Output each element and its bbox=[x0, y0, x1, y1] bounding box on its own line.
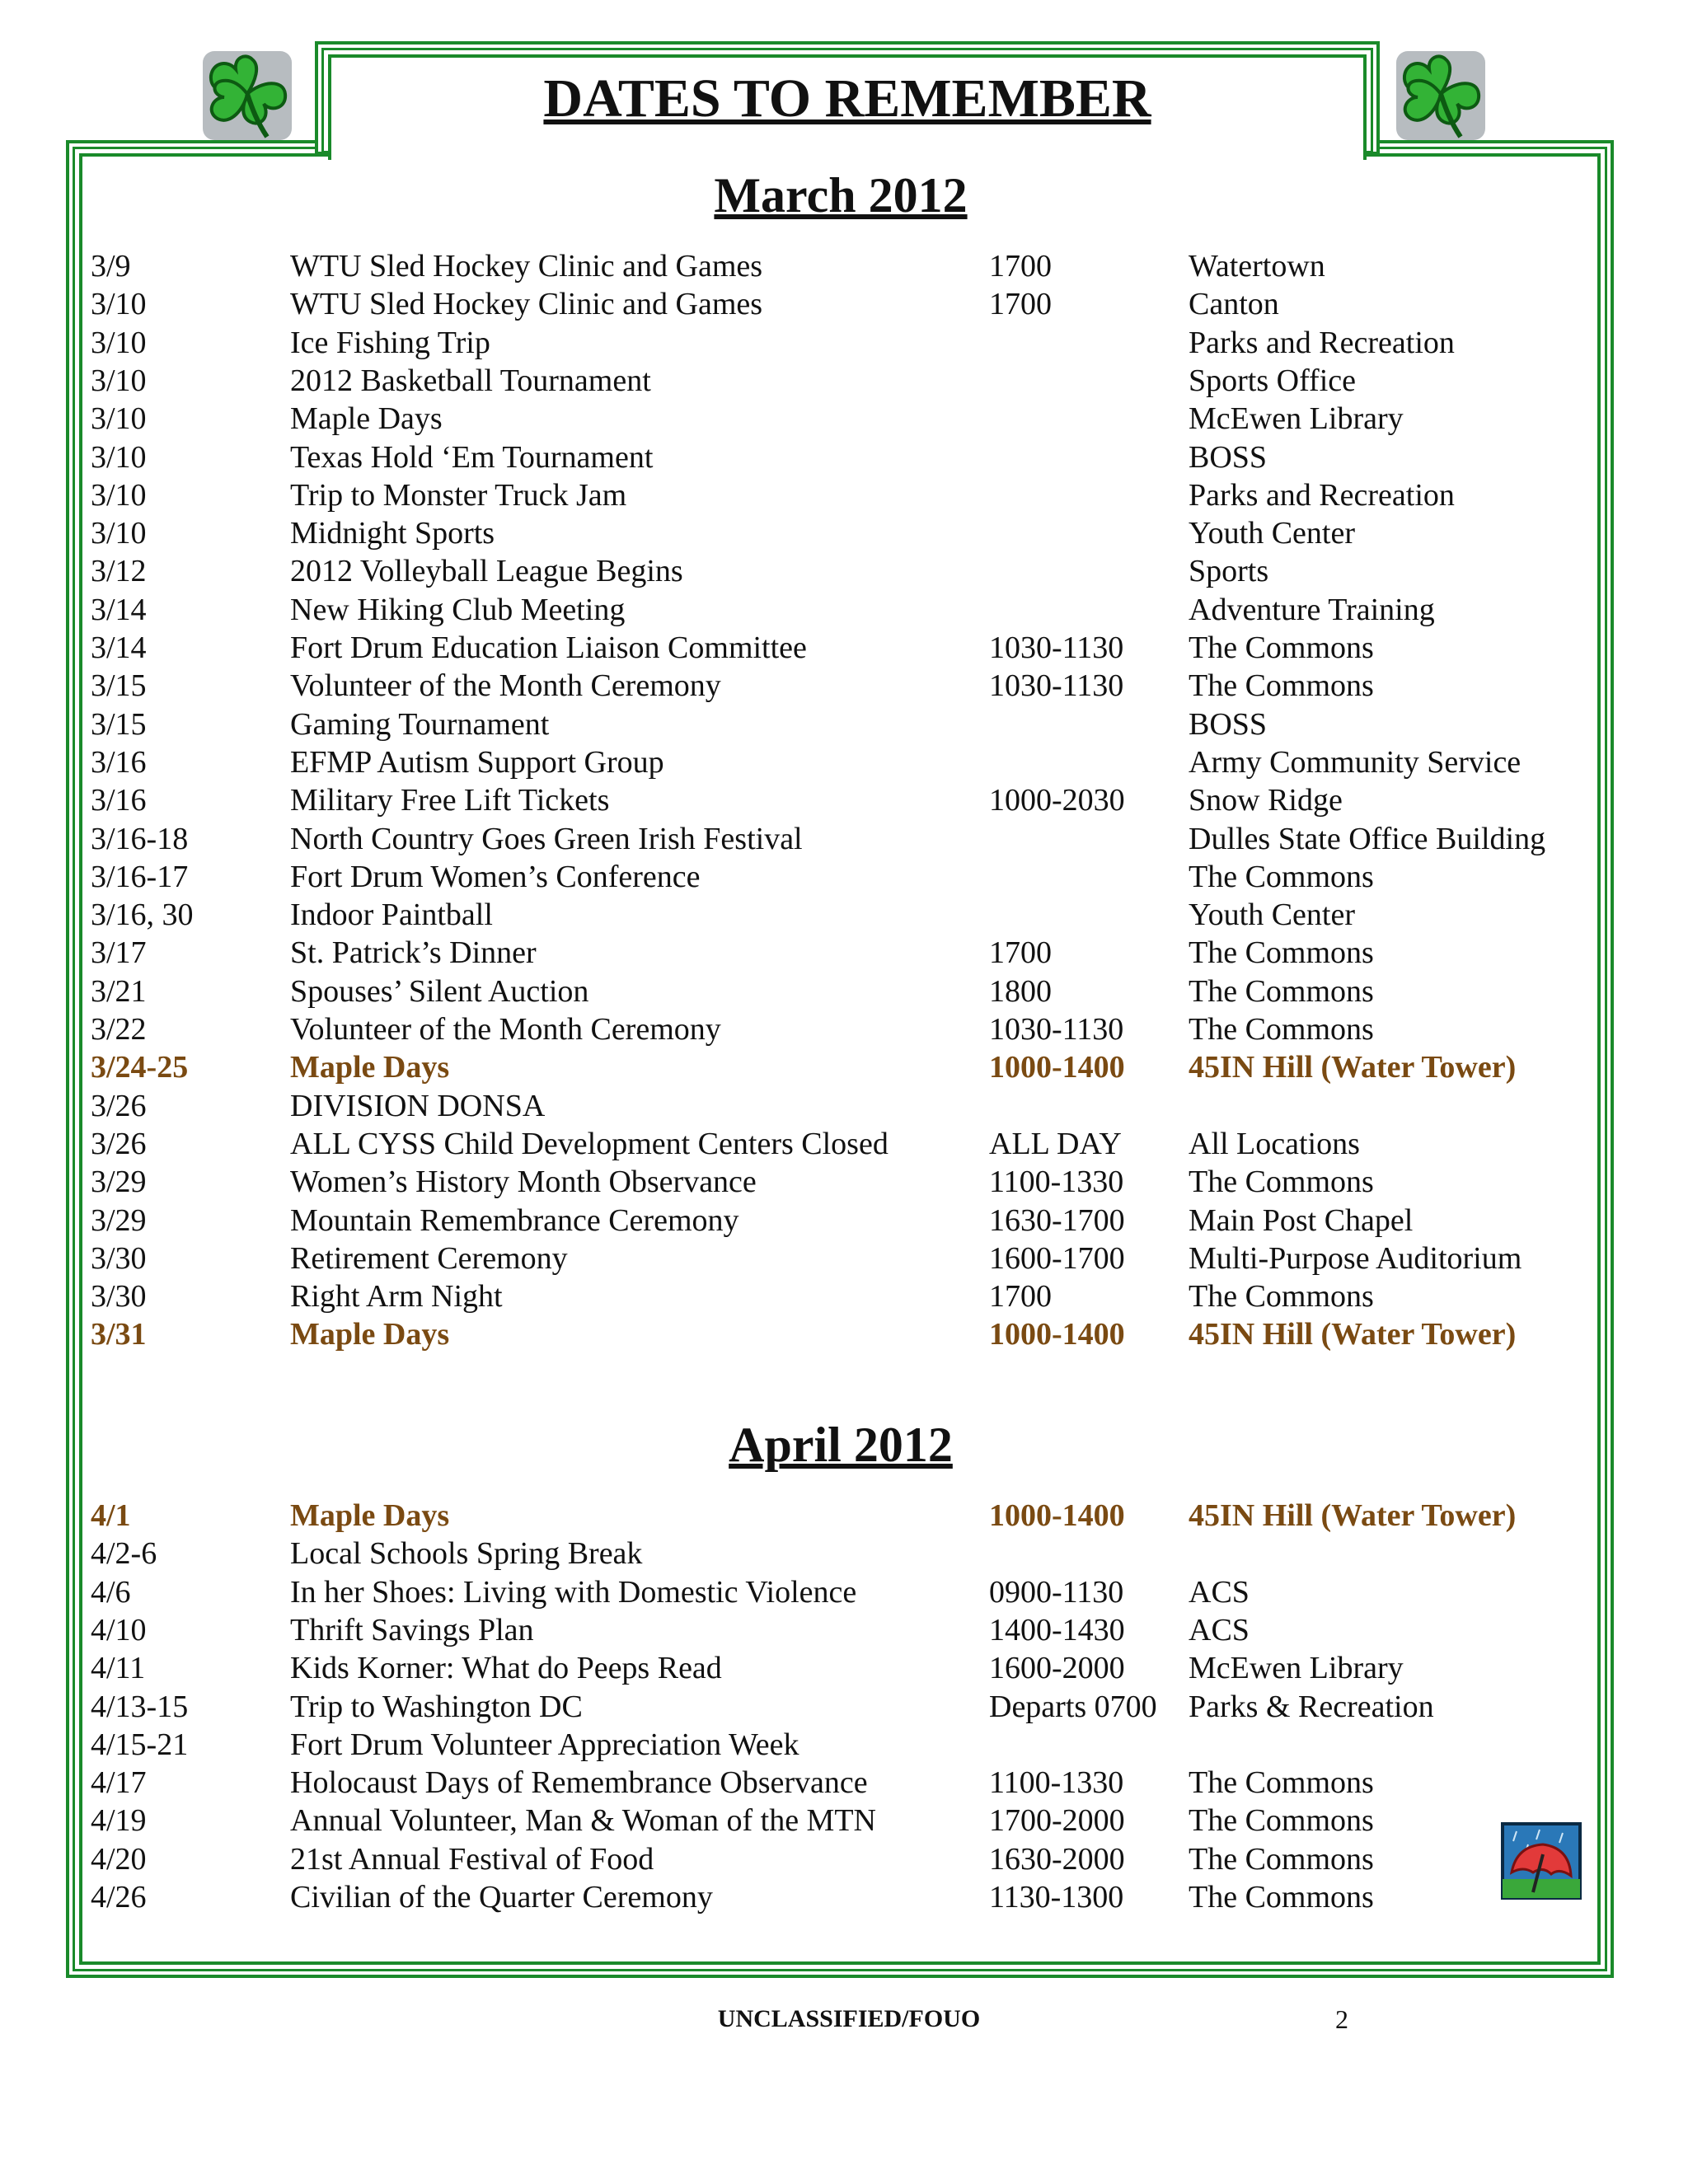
schedule-row bbox=[0, 858, 1688, 896]
event-date: 3/24-25 bbox=[91, 1050, 189, 1085]
schedule-row bbox=[0, 591, 1688, 629]
schedule-row bbox=[0, 667, 1688, 705]
schedule-row bbox=[0, 781, 1688, 819]
schedule-row bbox=[0, 1573, 1688, 1611]
event-name: Volunteer of the Month Ceremony bbox=[290, 1012, 721, 1047]
page-title: DATES TO REMEMBER bbox=[543, 68, 1151, 129]
event-location: Snow Ridge bbox=[1189, 783, 1343, 818]
event-date: 4/2-6 bbox=[91, 1536, 157, 1572]
event-date: 3/16, 30 bbox=[91, 898, 194, 933]
event-date: 3/29 bbox=[91, 1165, 147, 1200]
event-location: The Commons bbox=[1189, 630, 1374, 665]
schedule-row bbox=[0, 1840, 1688, 1878]
schedule-row bbox=[0, 1878, 1688, 1916]
event-location: The Commons bbox=[1189, 859, 1374, 894]
event-date: 4/17 bbox=[91, 1765, 147, 1801]
schedule-row bbox=[0, 1688, 1688, 1726]
schedule-row bbox=[0, 476, 1688, 514]
event-name: Ice Fishing Trip bbox=[290, 325, 490, 360]
event-location: Sports bbox=[1189, 554, 1269, 589]
event-name: WTU Sled Hockey Clinic and Games bbox=[290, 249, 763, 284]
event-date: 3/10 bbox=[91, 516, 147, 551]
event-location: 45IN Hill (Water Tower) bbox=[1189, 1317, 1517, 1352]
event-location: BOSS bbox=[1189, 706, 1268, 742]
event-date: 3/10 bbox=[91, 325, 147, 360]
event-name: Trip to Monster Truck Jam bbox=[290, 477, 627, 513]
schedule-row bbox=[0, 247, 1688, 285]
event-location: The Commons bbox=[1189, 1880, 1374, 1915]
event-location: The Commons bbox=[1189, 1765, 1374, 1801]
event-time: 0900-1130 bbox=[989, 1574, 1124, 1610]
event-name: Texas Hold ‘Em Tournament bbox=[290, 439, 654, 475]
event-date: 3/29 bbox=[91, 1202, 147, 1238]
event-date: 3/9 bbox=[91, 249, 131, 284]
event-name: Trip to Washington DC bbox=[290, 1689, 583, 1724]
event-time: ALL DAY bbox=[989, 1126, 1122, 1161]
event-date: 4/13-15 bbox=[91, 1689, 189, 1724]
event-time: 1700 bbox=[989, 249, 1052, 284]
event-date: 3/16 bbox=[91, 783, 147, 818]
schedule-row bbox=[0, 1277, 1688, 1315]
event-name: Civilian of the Quarter Ceremony bbox=[290, 1880, 713, 1915]
event-time: 1400-1430 bbox=[989, 1612, 1125, 1647]
event-time: 1700-2000 bbox=[989, 1803, 1125, 1839]
event-name: Maple Days bbox=[290, 401, 443, 437]
event-name: Maple Days bbox=[290, 1050, 450, 1085]
event-location: All Locations bbox=[1189, 1126, 1360, 1161]
schedule-row bbox=[0, 1535, 1688, 1572]
event-date: 3/16-17 bbox=[91, 859, 189, 894]
event-date: 4/20 bbox=[91, 1841, 147, 1877]
event-date: 3/26 bbox=[91, 1088, 147, 1123]
event-location: Adventure Training bbox=[1189, 592, 1435, 627]
event-date: 3/21 bbox=[91, 973, 147, 1009]
event-date: 3/17 bbox=[91, 935, 147, 971]
event-name: Thrift Savings Plan bbox=[290, 1612, 534, 1647]
event-date: 3/30 bbox=[91, 1279, 147, 1315]
event-name: Midnight Sports bbox=[290, 516, 495, 551]
schedule-row bbox=[0, 362, 1688, 400]
event-location: The Commons bbox=[1189, 1841, 1374, 1877]
schedule-row bbox=[0, 324, 1688, 362]
event-name: EFMP Autism Support Group bbox=[290, 744, 664, 780]
event-time: 1000-1400 bbox=[989, 1050, 1125, 1085]
event-date: 4/19 bbox=[91, 1803, 147, 1839]
umbrella-icon bbox=[1500, 1821, 1582, 1900]
event-date: 3/10 bbox=[91, 401, 147, 437]
schedule-row bbox=[0, 1202, 1688, 1240]
event-time: 1700 bbox=[989, 935, 1052, 971]
event-name: Maple Days bbox=[290, 1498, 450, 1533]
event-date: 3/12 bbox=[91, 554, 147, 589]
page-number: 2 bbox=[1335, 2004, 1348, 2034]
event-name: Holocaust Days of Remembrance Observance bbox=[290, 1765, 868, 1801]
event-location: Parks & Recreation bbox=[1189, 1689, 1434, 1724]
event-time: 1030-1130 bbox=[989, 1012, 1124, 1047]
event-location: 45IN Hill (Water Tower) bbox=[1189, 1498, 1517, 1533]
event-name: Indoor Paintball bbox=[290, 898, 493, 933]
event-location: The Commons bbox=[1189, 973, 1374, 1009]
event-date: 3/22 bbox=[91, 1012, 147, 1047]
event-name: Volunteer of the Month Ceremony bbox=[290, 668, 721, 704]
event-date: 3/30 bbox=[91, 1240, 147, 1276]
event-location: 45IN Hill (Water Tower) bbox=[1189, 1050, 1517, 1085]
event-date: 3/31 bbox=[91, 1317, 147, 1352]
schedule-row bbox=[0, 972, 1688, 1010]
schedule-row bbox=[0, 629, 1688, 667]
event-name: Maple Days bbox=[290, 1317, 450, 1352]
event-date: 3/14 bbox=[91, 630, 147, 665]
schedule-row bbox=[0, 552, 1688, 590]
event-date: 3/15 bbox=[91, 668, 147, 704]
event-name: New Hiking Club Meeting bbox=[290, 592, 626, 627]
event-name: 2012 Volleyball League Begins bbox=[290, 554, 683, 589]
event-location: Sports Office bbox=[1189, 363, 1356, 398]
event-name: North Country Goes Green Irish Festival bbox=[290, 821, 803, 856]
event-time: 1630-1700 bbox=[989, 1202, 1125, 1238]
event-location: Multi-Purpose Auditorium bbox=[1189, 1240, 1522, 1276]
event-name: Fort Drum Women’s Conference bbox=[290, 859, 701, 894]
event-name: DIVISION DONSA bbox=[290, 1088, 546, 1123]
schedule-row bbox=[0, 820, 1688, 858]
event-location: Youth Center bbox=[1189, 898, 1355, 933]
event-location: Army Community Service bbox=[1189, 744, 1522, 780]
schedule-row bbox=[0, 1649, 1688, 1687]
event-name: Local Schools Spring Break bbox=[290, 1536, 643, 1572]
event-name: 21st Annual Festival of Food bbox=[290, 1841, 654, 1877]
event-time: 1000-2030 bbox=[989, 783, 1125, 818]
event-date: 3/10 bbox=[91, 363, 147, 398]
april-heading: April 2012 bbox=[729, 1418, 953, 1472]
event-time: 1000-1400 bbox=[989, 1317, 1125, 1352]
event-time: 1000-1400 bbox=[989, 1498, 1125, 1533]
event-location: The Commons bbox=[1189, 935, 1374, 971]
event-name: Gaming Tournament bbox=[290, 706, 550, 742]
event-location: McEwen Library bbox=[1189, 401, 1404, 437]
event-location: The Commons bbox=[1189, 1803, 1374, 1839]
event-name: ALL CYSS Child Development Centers Closed bbox=[290, 1126, 889, 1161]
event-name: Fort Drum Education Liaison Committee bbox=[290, 630, 807, 665]
event-location: Canton bbox=[1189, 287, 1279, 322]
schedule-row bbox=[0, 1240, 1688, 1277]
schedule-row bbox=[0, 1125, 1688, 1163]
event-name: 2012 Basketball Tournament bbox=[290, 363, 651, 398]
event-name: Right Arm Night bbox=[290, 1279, 503, 1315]
event-name: Annual Volunteer, Man & Woman of the MTN bbox=[290, 1803, 876, 1839]
classification-label: UNCLASSIFIED/FOUO bbox=[717, 2005, 981, 2032]
schedule-row bbox=[0, 285, 1688, 323]
schedule-row bbox=[0, 1726, 1688, 1764]
schedule-row bbox=[0, 934, 1688, 972]
event-time: 1600-2000 bbox=[989, 1651, 1125, 1686]
event-location: BOSS bbox=[1189, 439, 1268, 475]
event-name: St. Patrick’s Dinner bbox=[290, 935, 537, 971]
event-location: Parks and Recreation bbox=[1189, 477, 1455, 513]
event-location: Watertown bbox=[1189, 249, 1325, 284]
event-location: The Commons bbox=[1189, 1012, 1374, 1047]
schedule-row bbox=[0, 1802, 1688, 1840]
event-time: 1030-1130 bbox=[989, 630, 1124, 665]
event-location: Youth Center bbox=[1189, 516, 1355, 551]
schedule-row bbox=[0, 705, 1688, 743]
event-name: In her Shoes: Living with Domestic Violence bbox=[290, 1574, 857, 1610]
event-location: The Commons bbox=[1189, 1279, 1374, 1315]
event-date: 3/10 bbox=[91, 287, 147, 322]
event-date: 3/16 bbox=[91, 744, 147, 780]
schedule-row bbox=[0, 1048, 1688, 1086]
event-location: Dulles State Office Building bbox=[1189, 821, 1546, 856]
event-name: Retirement Ceremony bbox=[290, 1240, 568, 1276]
schedule-row bbox=[0, 1611, 1688, 1649]
event-location: ACS bbox=[1189, 1574, 1250, 1610]
event-time: Departs 0700 bbox=[989, 1689, 1157, 1724]
event-date: 4/26 bbox=[91, 1880, 147, 1915]
event-date: 3/10 bbox=[91, 439, 147, 475]
event-date: 4/11 bbox=[91, 1651, 146, 1686]
schedule-row bbox=[0, 896, 1688, 934]
schedule-row bbox=[0, 1315, 1688, 1353]
shamrock-icon bbox=[1391, 46, 1490, 145]
event-date: 4/10 bbox=[91, 1612, 147, 1647]
event-name: Military Free Lift Tickets bbox=[290, 783, 610, 818]
schedule-row bbox=[0, 743, 1688, 781]
schedule-row bbox=[0, 1163, 1688, 1201]
event-location: The Commons bbox=[1189, 1165, 1374, 1200]
event-time: 1700 bbox=[989, 1279, 1052, 1315]
event-date: 4/1 bbox=[91, 1498, 131, 1533]
schedule-row bbox=[0, 514, 1688, 552]
event-date: 3/15 bbox=[91, 706, 147, 742]
schedule-row bbox=[0, 1087, 1688, 1125]
event-time: 1800 bbox=[989, 973, 1052, 1009]
event-time: 1630-2000 bbox=[989, 1841, 1125, 1877]
event-name: WTU Sled Hockey Clinic and Games bbox=[290, 287, 763, 322]
event-location: The Commons bbox=[1189, 668, 1374, 704]
event-name: Mountain Remembrance Ceremony bbox=[290, 1202, 739, 1238]
schedule-row bbox=[0, 1497, 1688, 1535]
event-time: 1030-1130 bbox=[989, 668, 1124, 704]
event-date: 4/15-21 bbox=[91, 1727, 189, 1762]
event-time: 1130-1300 bbox=[989, 1880, 1124, 1915]
event-time: 1700 bbox=[989, 287, 1052, 322]
schedule-row bbox=[0, 438, 1688, 476]
event-time: 1600-1700 bbox=[989, 1240, 1125, 1276]
event-date: 4/6 bbox=[91, 1574, 131, 1610]
event-name: Kids Korner: What do Peeps Read bbox=[290, 1651, 722, 1686]
event-date: 3/10 bbox=[91, 477, 147, 513]
event-time: 1100-1330 bbox=[989, 1765, 1124, 1801]
event-date: 3/16-18 bbox=[91, 821, 189, 856]
schedule-row bbox=[0, 400, 1688, 438]
event-location: Parks and Recreation bbox=[1189, 325, 1455, 360]
event-location: Main Post Chapel bbox=[1189, 1202, 1414, 1238]
shamrock-icon bbox=[198, 46, 297, 145]
event-name: Fort Drum Volunteer Appreciation Week bbox=[290, 1727, 799, 1762]
event-date: 3/14 bbox=[91, 592, 147, 627]
schedule-row bbox=[0, 1764, 1688, 1802]
event-name: Women’s History Month Observance bbox=[290, 1165, 757, 1200]
event-name: Spouses’ Silent Auction bbox=[290, 973, 589, 1009]
schedule-row bbox=[0, 1010, 1688, 1048]
event-time: 1100-1330 bbox=[989, 1165, 1124, 1200]
event-location: ACS bbox=[1189, 1612, 1250, 1647]
event-location: McEwen Library bbox=[1189, 1651, 1404, 1686]
march-heading: March 2012 bbox=[714, 168, 968, 223]
event-date: 3/26 bbox=[91, 1126, 147, 1161]
